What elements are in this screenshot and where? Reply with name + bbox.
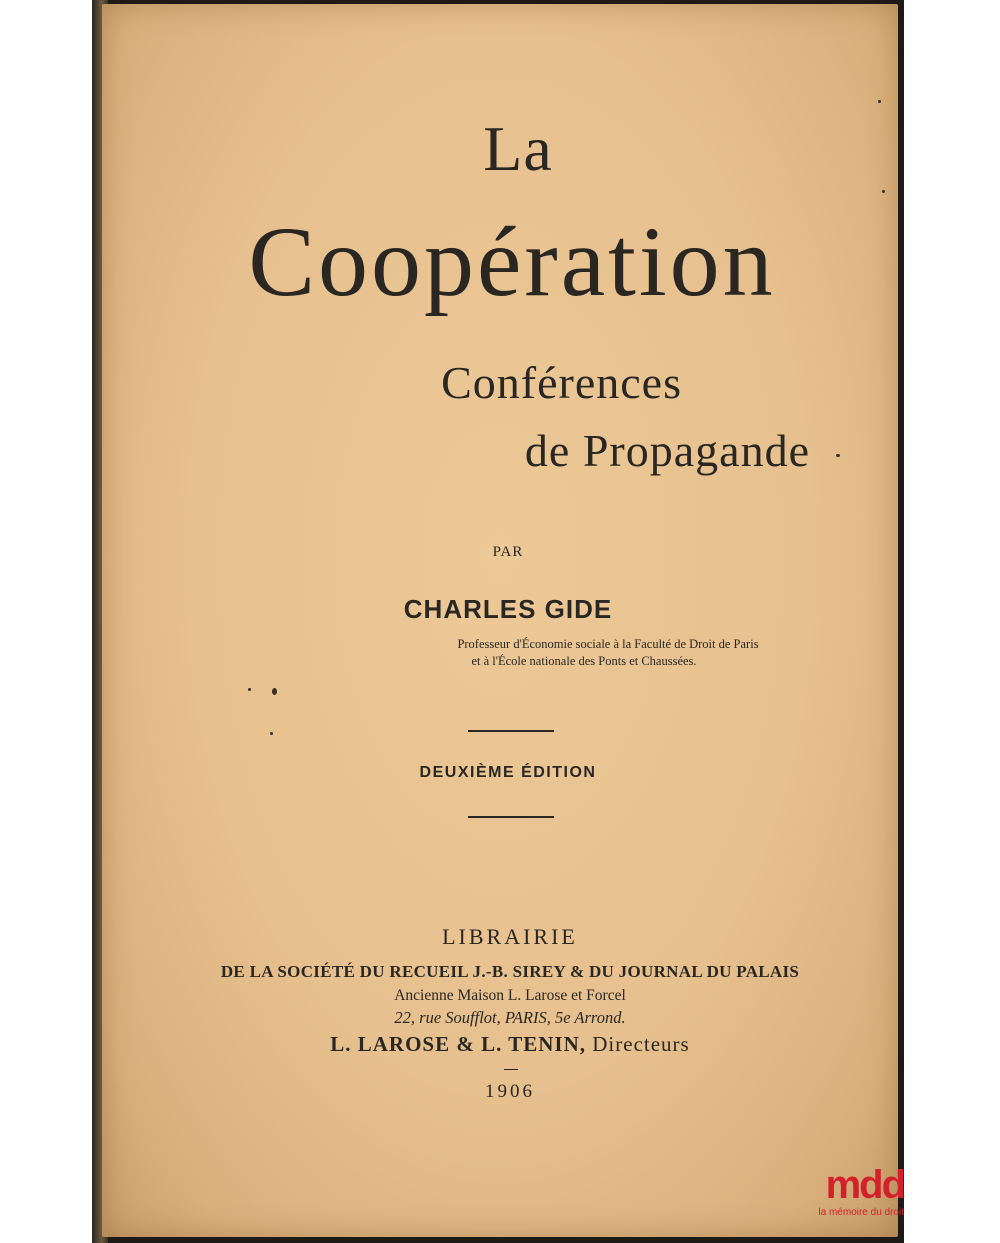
logo-tagline: la mémoire du droit [818,1207,904,1218]
divider-bottom [468,816,554,818]
ink-speck [248,688,251,691]
ink-speck [836,454,840,457]
by-label: PAR [492,544,524,560]
directors-names: L. LAROSE & L. TENIN, [330,1032,587,1056]
directors-role: Directeurs [592,1032,690,1056]
book-cover [102,4,898,1237]
publisher-address: 22, rue Soufflot, PARIS, 5e Arrond. [394,1008,626,1027]
logo-icon: mdd [825,1163,904,1207]
divider-top [468,730,554,732]
edition-label: DEUXIÈME ÉDITION [419,764,597,781]
ink-speck [272,688,277,695]
publisher-line-1: LIBRAIRIE [442,924,578,949]
author-affiliation-1: Professeur d'Économie sociale à la Faculté de Droit de Paris [457,637,759,651]
subtitle-line-1: Conférences [441,357,682,408]
ink-speck [270,732,273,735]
year-dash [504,1069,518,1070]
subtitle-line-2: de Propagande [524,425,810,476]
watermark-logo [794,1163,904,1218]
publisher-line-2: DE LA SOCIÉTÉ DU RECUEIL J.-B. SIREY & DU JOURNAL DU PALAIS [220,962,800,981]
title-line-2: Coopération [248,206,776,317]
publisher-directors [112,1032,908,1057]
ink-speck [882,190,885,193]
author-name: CHARLES GIDE [403,594,613,624]
ink-speck [878,100,881,103]
publication-year: 1906 [485,1081,535,1102]
title-line-1: La [483,113,553,184]
publisher-line-3: Ancienne Maison L. Larose et Forcel [394,987,626,1004]
author-affiliation-2: et à l'École nationale des Ponts et Chaussées. [471,654,697,668]
